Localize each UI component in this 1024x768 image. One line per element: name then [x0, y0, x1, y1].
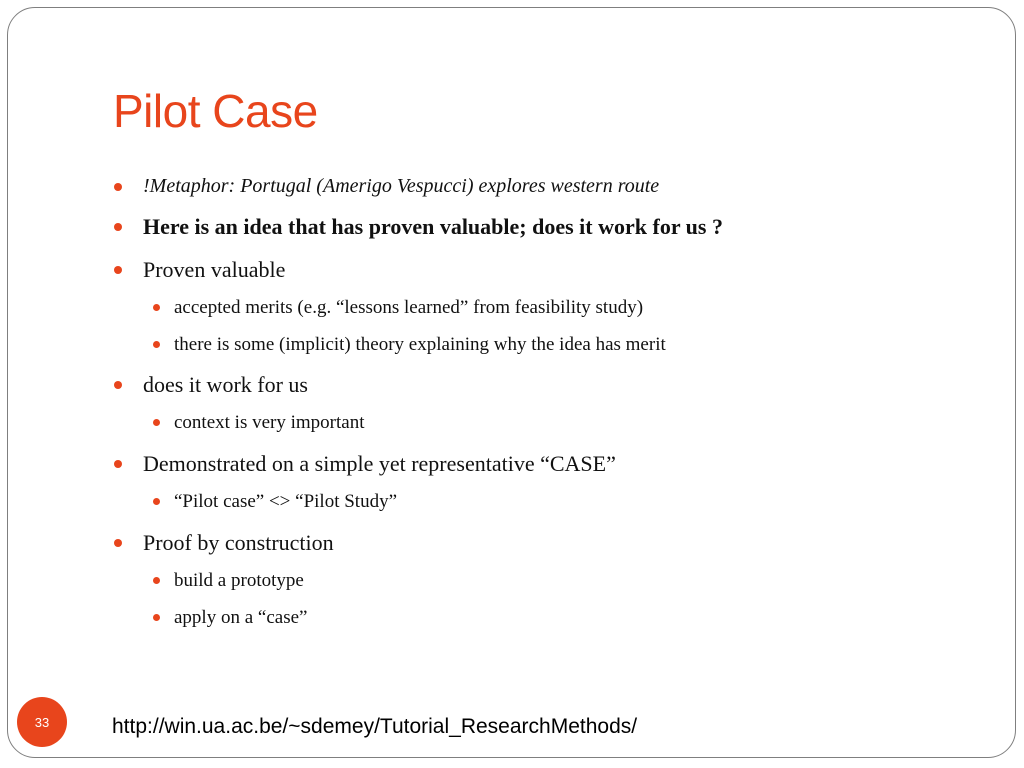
bullet-text: !Metaphor: Portugal (Amerigo Vespucci) explores western route — [143, 175, 660, 197]
bullet-dot-icon — [114, 381, 122, 389]
bullet-dot-icon — [114, 266, 122, 274]
bullet-text: “Pilot case” <> “Pilot Study” — [174, 491, 398, 512]
bullet-item — [143, 216, 723, 238]
bullet-text: Proven valuable — [143, 257, 286, 282]
slide-title: Pilot Case — [113, 85, 318, 137]
bullet-dot-icon — [153, 498, 160, 505]
bullet-text: apply on a “case” — [174, 607, 308, 628]
bullet-item — [143, 176, 659, 196]
page-number-badge — [17, 697, 67, 747]
bullet-dot-icon — [114, 223, 122, 231]
bullet-item — [143, 453, 616, 475]
bullet-item — [143, 374, 308, 396]
bullet-text: Proof by construction — [143, 530, 334, 555]
bullet-dot-icon — [153, 614, 160, 621]
bullet-text: build a prototype — [174, 570, 304, 591]
bullet-dot-icon — [153, 304, 160, 311]
bullet-item — [143, 259, 285, 281]
page-number: 33 — [34, 714, 50, 730]
bullet-text: context is very important — [174, 412, 365, 433]
sub-bullet-item — [174, 413, 364, 432]
sub-bullet-item — [174, 571, 304, 590]
bullet-dot-icon — [114, 183, 122, 191]
bullet-dot-icon — [153, 341, 160, 348]
footer-url: http://win.ua.ac.be/~sdemey/Tutorial_ResearchMethods/ — [112, 715, 638, 738]
bullet-text: Demonstrated on a simple yet representative “CASE” — [143, 451, 616, 476]
bullet-text: accepted merits (e.g. “lessons learned” from feasibility study) — [174, 297, 644, 318]
bullet-dot-icon — [153, 419, 160, 426]
sub-bullet-item — [174, 492, 397, 511]
sub-bullet-item — [174, 335, 666, 354]
bullet-dot-icon — [114, 539, 122, 547]
sub-bullet-item — [174, 298, 643, 317]
bullet-text: Here is an idea that has proven valuable; does it work for us ? — [143, 214, 723, 239]
bullet-dot-icon — [153, 577, 160, 584]
bullet-text: there is some (implicit) theory explaining why the idea has merit — [174, 334, 666, 355]
bullet-dot-icon — [114, 460, 122, 468]
bullet-item — [143, 532, 334, 554]
bullet-text: does it work for us — [143, 372, 308, 397]
sub-bullet-item — [174, 608, 307, 627]
